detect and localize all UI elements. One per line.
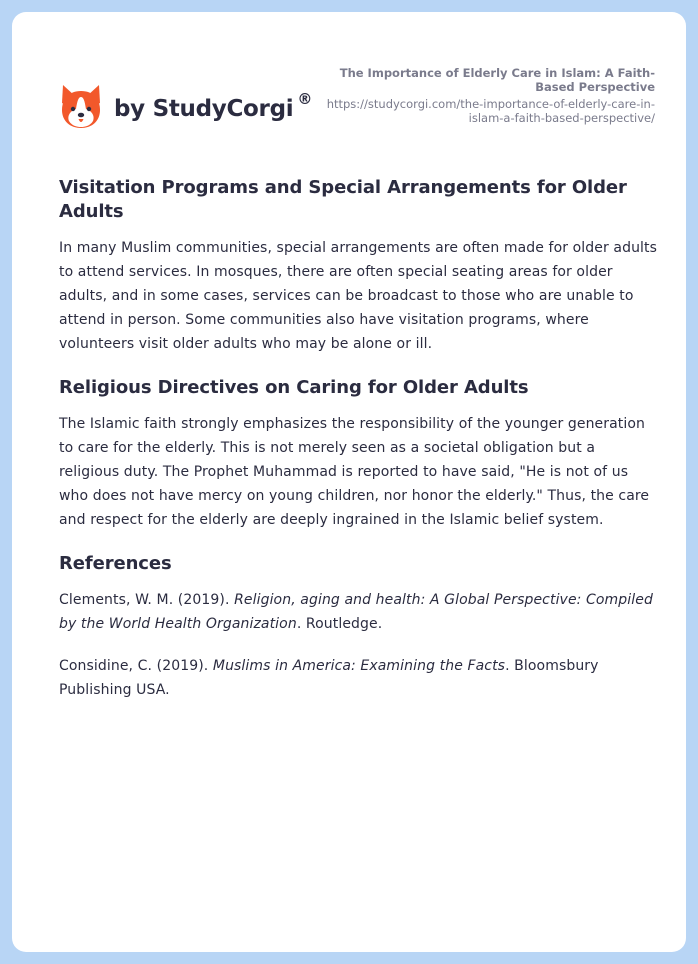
section-paragraph: The Islamic faith strongly emphasizes the responsibility of the younger generation to care for the elderly. This is not merely seen as a societal obligation but a religious duty. The Prophet Muhammad is reported to have said, "He is not of us who does not have mercy on young children, nor honor the elderly." Thus, the care and respect for the elderly are deeply ingrained in the Islamic belief system. xyxy=(59,416,650,528)
section-heading: Visitation Programs and Special Arrangements for Older Adults xyxy=(59,177,627,222)
corgi-logo-icon xyxy=(60,83,102,129)
document-url[interactable]: https://studycorgi.com/the-importance-of-elderly-care-in-islam-a-faith-based-perspective/ xyxy=(326,97,655,125)
brand-name: by StudyCorgi ® xyxy=(114,90,313,122)
section-paragraph: In many Muslim communities, special arrangements are often made for older adults to attend services. In mosques, there are often special seating areas for older adults, and in some cases, services can be broadcast to those who are unable to attend in person. Some communities also have visitation programs, where volunteers visit older adults who may be alone or ill. xyxy=(59,240,658,352)
document-title: The Importance of Elderly Care in Islam: A Faith-Based Perspective xyxy=(339,66,655,94)
reference-item: Considine, C. (2019). Muslims in America: Examining the Facts. Bloomsbury Publishing USA. xyxy=(59,658,599,698)
references-heading: References xyxy=(59,553,172,574)
section-heading: Religious Directives on Caring for Older Adults xyxy=(59,377,529,398)
studycorgi-logo[interactable] xyxy=(60,76,312,136)
reference-item: Clements, W. M. (2019). Religion, aging and health: A Global Perspective: Compiled by the World Health Organization. Routledge. xyxy=(59,592,653,632)
section-religious-directives xyxy=(59,376,659,532)
document-header-info xyxy=(315,66,655,125)
section-references xyxy=(59,552,659,702)
registered-mark: ® xyxy=(297,90,313,108)
section-visitation-programs xyxy=(59,176,659,356)
document-page xyxy=(12,12,686,952)
document-content xyxy=(59,176,659,720)
